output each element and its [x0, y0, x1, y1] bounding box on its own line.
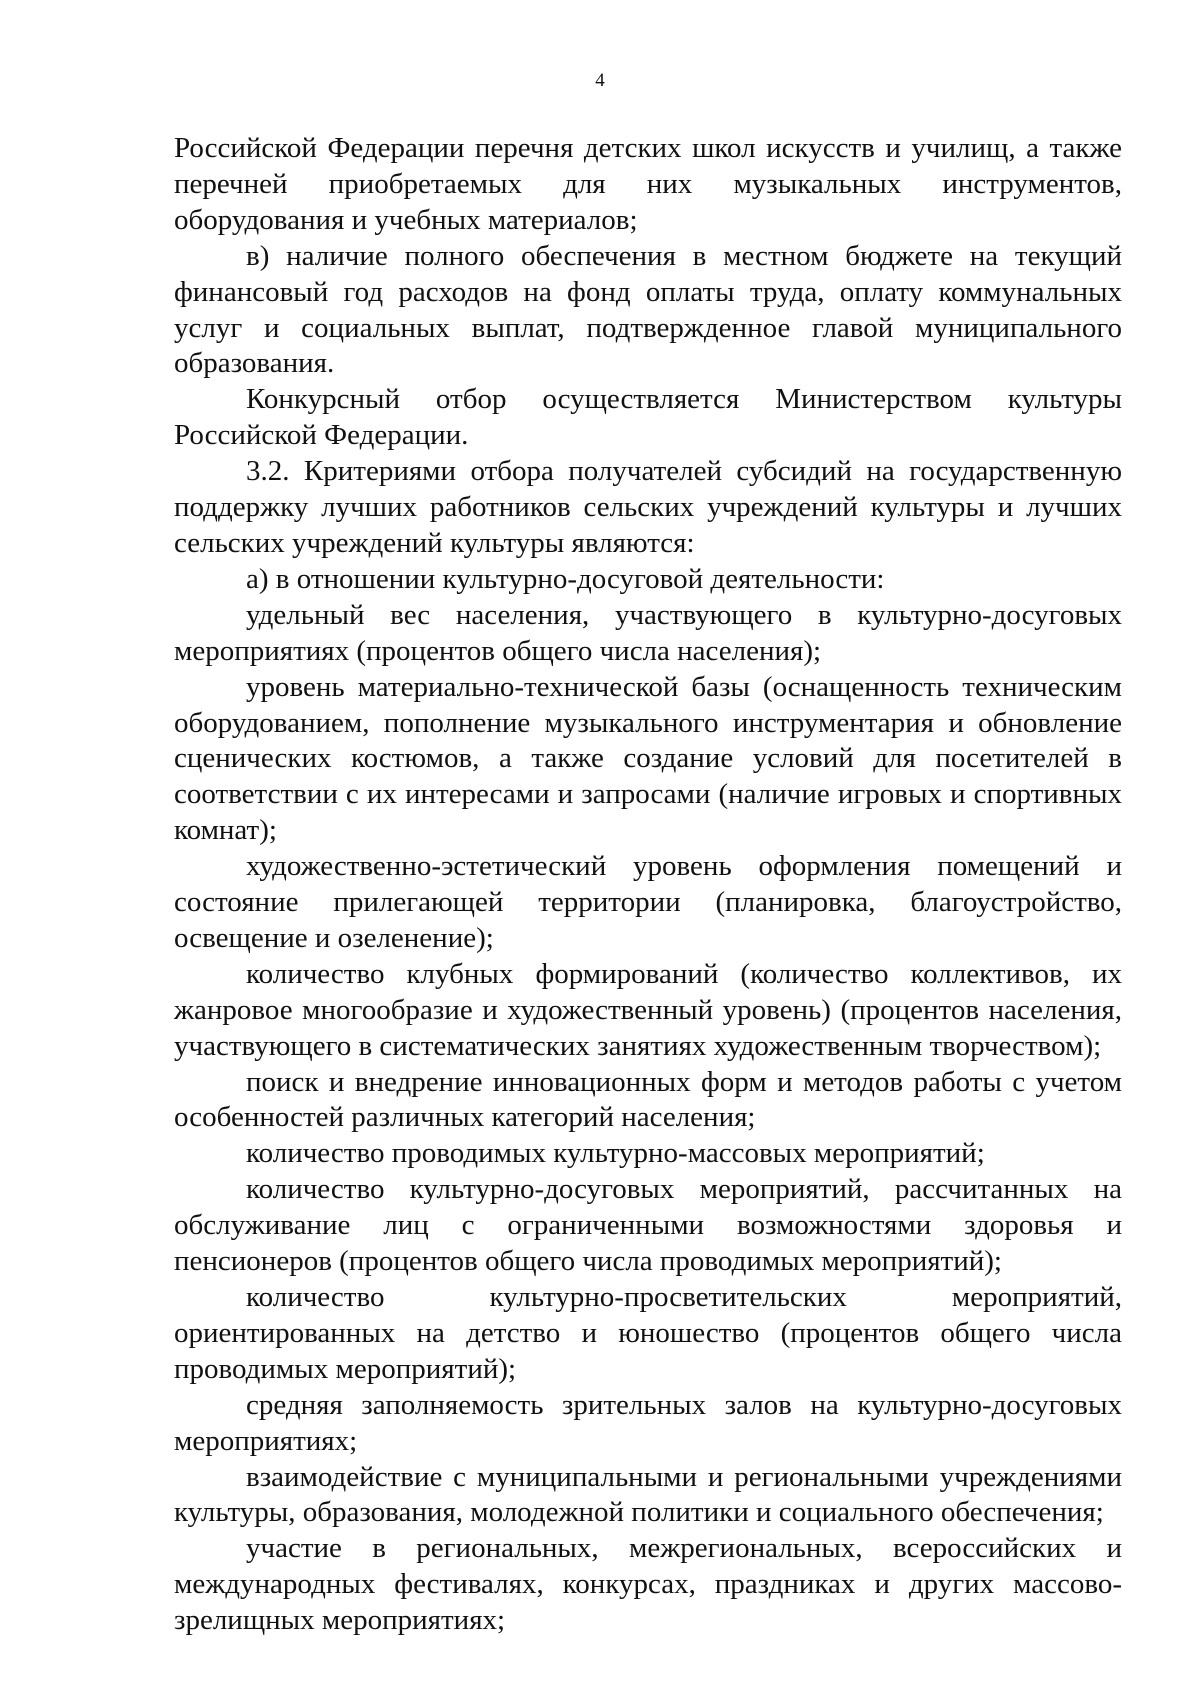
criterion-participation-share: удельный вес населения, участвующего в культурно-досуговых мероприятиях (процентов общего числа населения); — [174, 598, 1122, 667]
criterion-club-formations: количество клубных формирований (количество коллективов, их жанровое многообразие и художественный уровень) (процентов населения, участвующего в систематических занятиях художественным творчеством); — [174, 957, 1122, 1062]
paragraph-item-v: в) наличие полного обеспечения в местном бюджете на текущий финансовый год расходов на фонд оплаты труда, оплату коммунальных услуг и социальных выплат, подтвержденное главой муниципального образования. — [174, 239, 1122, 380]
criterion-mass-events-count: количество проводимых культурно-массовых мероприятий; — [246, 1137, 985, 1170]
criterion-hall-occupancy: средняя заполняемость зрительных залов на культурно-досуговых мероприятиях; — [174, 1388, 1122, 1457]
criterion-innovative-forms: поиск и внедрение инновационных форм и методов работы с учетом особенностей различных категорий населения; — [174, 1065, 1122, 1134]
criterion-material-base: уровень материально-технической базы (оснащенность техническим оборудованием, пополнение музыкального инструментария и обновление сценических костюмов, а также создание условий для посетителей в соответствии с их интересами и запросами (наличие игровых и спортивных комнат); — [174, 670, 1122, 847]
criterion-institutional-interaction: взаимодействие с муниципальными и региональными учреждениями культуры, образования, молодежной политики и социального обеспечения; — [174, 1460, 1122, 1529]
page-number: 4 — [595, 70, 605, 91]
paragraph-continuation: Российской Федерации перечня детских школ искусств и училищ, а также перечней приобретаемых для них музыкальных инструментов, оборудования и учебных материалов; — [174, 132, 1122, 236]
criterion-events-disabled-pensioners: количество культурно-досуговых мероприятий, рассчитанных на обслуживание лиц с ограниченными возможностями здоровья и пенсионеров (процентов общего числа проводимых мероприятий); — [174, 1173, 1122, 1278]
criterion-festival-participation: участие в региональных, межрегиональных, всероссийских и международных фестивалях, конкурсах, праздниках и других массово-зрелищных мероприятиях; — [174, 1532, 1122, 1637]
paragraph-competitive-selection: Конкурсный отбор осуществляется Министерством культуры Российской Федерации. — [174, 383, 1122, 452]
paragraph-item-a: а) в отношении культурно-досуговой деятельности: — [246, 562, 885, 595]
criterion-aesthetic-level: художественно-эстетический уровень оформления помещений и состояние прилегающей территории (планировка, благоустройство, освещение и озеленение); — [174, 850, 1122, 954]
paragraph-section-3-2: 3.2. Критериями отбора получателей субсидий на государственную поддержку лучших работников сельских учреждений культуры и лучших сельских учреждений культуры являются: — [174, 455, 1122, 559]
criterion-educational-events-youth: количество культурно-просветительских мероприятий, ориентированных на детство и юношество (процентов общего числа проводимых мероприятий); — [174, 1281, 1122, 1385]
document-body — [174, 131, 1122, 1639]
